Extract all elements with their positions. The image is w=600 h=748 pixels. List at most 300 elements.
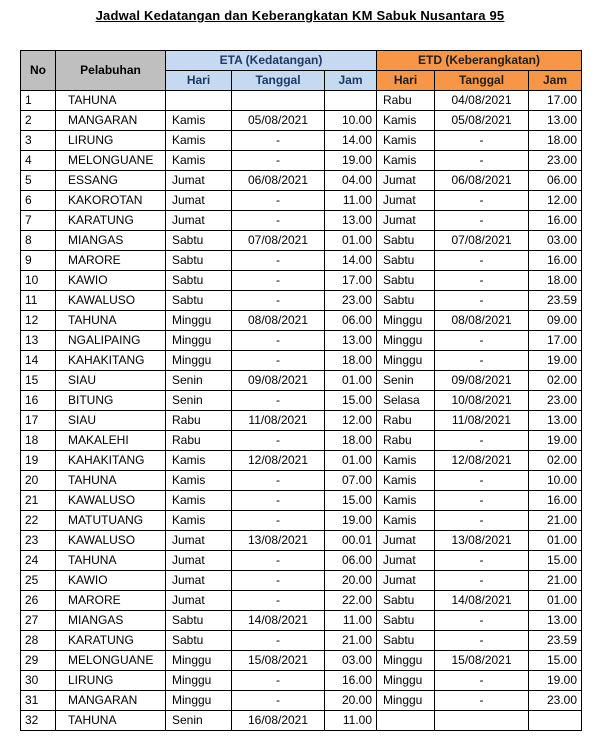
cell-etd-time: 13.00	[529, 111, 582, 131]
cell-etd-time: 15.00	[529, 651, 582, 671]
cell-eta-date: 16/08/2021	[232, 711, 325, 731]
cell-port: KARATUNG	[56, 211, 166, 231]
cell-etd-time: 10.00	[529, 471, 582, 491]
cell-eta-time: 20.00	[325, 691, 377, 711]
cell-etd-day	[377, 711, 435, 731]
cell-no: 19	[21, 451, 56, 471]
table-row	[21, 611, 582, 631]
table-row	[21, 411, 582, 431]
cell-no: 11	[21, 291, 56, 311]
table-row	[21, 531, 582, 551]
cell-eta-date: -	[232, 591, 325, 611]
cell-eta-day: Kamis	[166, 151, 232, 171]
header-eta: ETA (Kedatangan)	[166, 51, 377, 71]
table-row	[21, 251, 582, 271]
cell-eta-day: Sabtu	[166, 271, 232, 291]
cell-etd-time: 02.00	[529, 371, 582, 391]
cell-etd-time: 23.59	[529, 631, 582, 651]
cell-etd-time: 19.00	[529, 351, 582, 371]
cell-etd-day: Kamis	[377, 131, 435, 151]
cell-etd-date: -	[435, 291, 529, 311]
cell-etd-day: Kamis	[377, 151, 435, 171]
cell-eta-time: 11.00	[325, 611, 377, 631]
cell-eta-day: Senin	[166, 711, 232, 731]
cell-eta-date: -	[232, 571, 325, 591]
cell-etd-date: -	[435, 211, 529, 231]
cell-no: 26	[21, 591, 56, 611]
table-row	[21, 391, 582, 411]
cell-eta-time: 01.00	[325, 231, 377, 251]
cell-no: 4	[21, 151, 56, 171]
cell-eta-day: Kamis	[166, 491, 232, 511]
cell-etd-time: 09.00	[529, 311, 582, 331]
cell-eta-day: Minggu	[166, 311, 232, 331]
cell-etd-time: 06.00	[529, 171, 582, 191]
cell-no: 12	[21, 311, 56, 331]
cell-etd-time: 18.00	[529, 131, 582, 151]
cell-eta-date: 06/08/2021	[232, 171, 325, 191]
table-row	[21, 211, 582, 231]
cell-etd-time: 21.00	[529, 571, 582, 591]
cell-no: 7	[21, 211, 56, 231]
cell-etd-day: Minggu	[377, 331, 435, 351]
cell-no: 23	[21, 531, 56, 551]
cell-port: KAWALUSO	[56, 291, 166, 311]
cell-eta-date: -	[232, 151, 325, 171]
cell-etd-day: Jumat	[377, 571, 435, 591]
table-row	[21, 571, 582, 591]
cell-port: KAWIO	[56, 271, 166, 291]
cell-no: 20	[21, 471, 56, 491]
cell-eta-date: -	[232, 631, 325, 651]
cell-eta-time: 23.00	[325, 291, 377, 311]
cell-no: 8	[21, 231, 56, 251]
cell-etd-date: -	[435, 191, 529, 211]
page-title: Jadwal Kedatangan dan Keberangkatan KM Sabuk Nusantara 95	[95, 8, 505, 23]
cell-etd-day: Sabtu	[377, 271, 435, 291]
cell-eta-time: 16.00	[325, 671, 377, 691]
cell-no: 1	[21, 91, 56, 111]
cell-eta-time: 11.00	[325, 191, 377, 211]
cell-eta-time: 19.00	[325, 151, 377, 171]
cell-port: KAHAKITANG	[56, 351, 166, 371]
cell-etd-date: -	[435, 551, 529, 571]
cell-no: 29	[21, 651, 56, 671]
cell-etd-day: Sabtu	[377, 591, 435, 611]
cell-no: 15	[21, 371, 56, 391]
cell-eta-time: 15.00	[325, 391, 377, 411]
cell-etd-date: -	[435, 351, 529, 371]
table-row	[21, 151, 582, 171]
cell-eta-time: 03.00	[325, 651, 377, 671]
cell-eta-time: 06.00	[325, 311, 377, 331]
cell-eta-time: 01.00	[325, 451, 377, 471]
header-no: No	[21, 51, 56, 91]
cell-etd-day: Minggu	[377, 351, 435, 371]
cell-etd-date: 07/08/2021	[435, 231, 529, 251]
cell-etd-day: Minggu	[377, 311, 435, 331]
table-row	[21, 651, 582, 671]
cell-port: LIRUNG	[56, 671, 166, 691]
cell-eta-day: Jumat	[166, 551, 232, 571]
cell-etd-day: Minggu	[377, 671, 435, 691]
cell-etd-time	[529, 711, 582, 731]
table-row	[21, 711, 582, 731]
cell-etd-day: Kamis	[377, 491, 435, 511]
cell-etd-day: Jumat	[377, 531, 435, 551]
cell-etd-day: Sabtu	[377, 631, 435, 651]
cell-port: MELONGUANE	[56, 651, 166, 671]
cell-eta-day: Jumat	[166, 191, 232, 211]
cell-eta-time: 22.00	[325, 591, 377, 611]
cell-eta-time: 13.00	[325, 331, 377, 351]
cell-eta-date: -	[232, 191, 325, 211]
cell-eta-date: 08/08/2021	[232, 311, 325, 331]
cell-etd-time: 23.59	[529, 291, 582, 311]
cell-eta-time: 00.01	[325, 531, 377, 551]
cell-eta-date: -	[232, 431, 325, 451]
cell-etd-day: Rabu	[377, 431, 435, 451]
cell-etd-day: Rabu	[377, 411, 435, 431]
cell-etd-time: 12.00	[529, 191, 582, 211]
table-row	[21, 591, 582, 611]
cell-eta-date: 15/08/2021	[232, 651, 325, 671]
cell-eta-time: 10.00	[325, 111, 377, 131]
table-row	[21, 231, 582, 251]
cell-port: NGALIPAING	[56, 331, 166, 351]
table-row	[21, 351, 582, 371]
header-eta-day: Hari	[166, 71, 232, 91]
cell-port: TAHUNA	[56, 311, 166, 331]
header-etd-day: Hari	[377, 71, 435, 91]
cell-eta-day	[166, 91, 232, 111]
cell-etd-time: 01.00	[529, 531, 582, 551]
cell-no: 27	[21, 611, 56, 631]
header-eta-time: Jam	[325, 71, 377, 91]
cell-no: 24	[21, 551, 56, 571]
cell-no: 22	[21, 511, 56, 531]
table-row	[21, 471, 582, 491]
cell-no: 31	[21, 691, 56, 711]
table-row	[21, 691, 582, 711]
cell-eta-day: Senin	[166, 371, 232, 391]
cell-eta-date: 09/08/2021	[232, 371, 325, 391]
cell-eta-date: -	[232, 691, 325, 711]
cell-etd-time: 23.00	[529, 151, 582, 171]
cell-eta-date: -	[232, 331, 325, 351]
cell-no: 9	[21, 251, 56, 271]
cell-port: TAHUNA	[56, 551, 166, 571]
table-row	[21, 371, 582, 391]
cell-etd-date: -	[435, 671, 529, 691]
cell-eta-time: 04.00	[325, 171, 377, 191]
schedule-table	[20, 50, 582, 731]
table-row	[21, 511, 582, 531]
cell-port: MARORE	[56, 251, 166, 271]
header-etd-time: Jam	[529, 71, 582, 91]
cell-eta-date: 14/08/2021	[232, 611, 325, 631]
cell-etd-date: -	[435, 511, 529, 531]
cell-port: MATUTUANG	[56, 511, 166, 531]
cell-port: KARATUNG	[56, 631, 166, 651]
cell-eta-day: Kamis	[166, 111, 232, 131]
cell-eta-time: 17.00	[325, 271, 377, 291]
cell-etd-date: -	[435, 691, 529, 711]
cell-eta-day: Minggu	[166, 651, 232, 671]
cell-eta-date: -	[232, 491, 325, 511]
cell-eta-day: Jumat	[166, 531, 232, 551]
cell-etd-time: 13.00	[529, 411, 582, 431]
cell-eta-time: 11.00	[325, 711, 377, 731]
cell-eta-time: 01.00	[325, 371, 377, 391]
cell-etd-date: 10/08/2021	[435, 391, 529, 411]
cell-port: KAWALUSO	[56, 491, 166, 511]
cell-etd-time: 01.00	[529, 591, 582, 611]
cell-eta-day: Jumat	[166, 171, 232, 191]
cell-eta-day: Kamis	[166, 131, 232, 151]
cell-etd-time: 13.00	[529, 611, 582, 631]
cell-port: KAHAKITANG	[56, 451, 166, 471]
cell-etd-time: 16.00	[529, 491, 582, 511]
cell-etd-time: 02.00	[529, 451, 582, 471]
cell-eta-day: Kamis	[166, 471, 232, 491]
cell-etd-day: Sabtu	[377, 251, 435, 271]
cell-eta-day: Kamis	[166, 451, 232, 471]
cell-eta-time: 15.00	[325, 491, 377, 511]
cell-etd-date: -	[435, 131, 529, 151]
cell-etd-time: 17.00	[529, 331, 582, 351]
cell-port: TAHUNA	[56, 91, 166, 111]
cell-eta-day: Rabu	[166, 411, 232, 431]
cell-eta-date: -	[232, 291, 325, 311]
cell-eta-time: 12.00	[325, 411, 377, 431]
header-port: Pelabuhan	[56, 51, 166, 91]
cell-eta-date: -	[232, 351, 325, 371]
cell-eta-day: Sabtu	[166, 231, 232, 251]
cell-etd-day: Senin	[377, 371, 435, 391]
cell-no: 17	[21, 411, 56, 431]
cell-port: SIAU	[56, 371, 166, 391]
cell-port: KAWIO	[56, 571, 166, 591]
cell-etd-date: -	[435, 431, 529, 451]
cell-no: 2	[21, 111, 56, 131]
cell-etd-date: 04/08/2021	[435, 91, 529, 111]
cell-etd-day: Jumat	[377, 551, 435, 571]
cell-eta-day: Sabtu	[166, 631, 232, 651]
cell-etd-date: -	[435, 631, 529, 651]
cell-eta-day: Jumat	[166, 591, 232, 611]
cell-eta-time: 14.00	[325, 131, 377, 151]
cell-port: MANGARAN	[56, 111, 166, 131]
cell-eta-date	[232, 91, 325, 111]
cell-eta-date: -	[232, 131, 325, 151]
table-row	[21, 451, 582, 471]
cell-etd-date: -	[435, 611, 529, 631]
cell-eta-date: -	[232, 671, 325, 691]
header-eta-date: Tanggal	[232, 71, 325, 91]
cell-etd-date: 14/08/2021	[435, 591, 529, 611]
table-row	[21, 551, 582, 571]
cell-eta-day: Sabtu	[166, 291, 232, 311]
table-row	[21, 331, 582, 351]
cell-etd-day: Jumat	[377, 171, 435, 191]
cell-no: 14	[21, 351, 56, 371]
cell-etd-time: 23.00	[529, 391, 582, 411]
cell-no: 30	[21, 671, 56, 691]
cell-etd-date: 13/08/2021	[435, 531, 529, 551]
cell-etd-day: Sabtu	[377, 231, 435, 251]
cell-etd-time: 03.00	[529, 231, 582, 251]
cell-port: TAHUNA	[56, 711, 166, 731]
cell-eta-date: -	[232, 211, 325, 231]
cell-port: MARORE	[56, 591, 166, 611]
cell-port: TAHUNA	[56, 471, 166, 491]
cell-port: SIAU	[56, 411, 166, 431]
cell-no: 6	[21, 191, 56, 211]
cell-eta-date: 13/08/2021	[232, 531, 325, 551]
cell-etd-date: -	[435, 251, 529, 271]
cell-eta-time: 06.00	[325, 551, 377, 571]
cell-no: 25	[21, 571, 56, 591]
cell-port: MELONGUANE	[56, 151, 166, 171]
table-row	[21, 491, 582, 511]
cell-eta-day: Rabu	[166, 431, 232, 451]
cell-eta-day: Minggu	[166, 671, 232, 691]
table-row	[21, 291, 582, 311]
cell-eta-time: 18.00	[325, 351, 377, 371]
table-row	[21, 131, 582, 151]
cell-eta-date: -	[232, 511, 325, 531]
cell-eta-day: Minggu	[166, 331, 232, 351]
header-etd-date: Tanggal	[435, 71, 529, 91]
cell-etd-day: Kamis	[377, 451, 435, 471]
cell-etd-date: -	[435, 491, 529, 511]
cell-no: 10	[21, 271, 56, 291]
cell-no: 32	[21, 711, 56, 731]
cell-etd-date: -	[435, 151, 529, 171]
cell-port: KAKOROTAN	[56, 191, 166, 211]
cell-eta-date: -	[232, 391, 325, 411]
cell-etd-day: Kamis	[377, 471, 435, 491]
cell-etd-date: 05/08/2021	[435, 111, 529, 131]
cell-port: ESSANG	[56, 171, 166, 191]
cell-eta-time: 21.00	[325, 631, 377, 651]
cell-eta-date: 05/08/2021	[232, 111, 325, 131]
cell-etd-day: Selasa	[377, 391, 435, 411]
cell-port: KAWALUSO	[56, 531, 166, 551]
cell-etd-time: 16.00	[529, 211, 582, 231]
cell-no: 5	[21, 171, 56, 191]
cell-eta-time: 19.00	[325, 511, 377, 531]
table-row	[21, 431, 582, 451]
cell-eta-date: 07/08/2021	[232, 231, 325, 251]
cell-port: MIANGAS	[56, 231, 166, 251]
cell-etd-time: 16.00	[529, 251, 582, 271]
table-row	[21, 111, 582, 131]
cell-etd-day: Minggu	[377, 651, 435, 671]
cell-port: MIANGAS	[56, 611, 166, 631]
cell-eta-date: -	[232, 251, 325, 271]
cell-etd-time: 18.00	[529, 271, 582, 291]
cell-etd-day: Jumat	[377, 211, 435, 231]
cell-eta-date: -	[232, 271, 325, 291]
cell-eta-date: 12/08/2021	[232, 451, 325, 471]
cell-etd-date: 11/08/2021	[435, 411, 529, 431]
cell-etd-date: 09/08/2021	[435, 371, 529, 391]
cell-eta-day: Jumat	[166, 211, 232, 231]
cell-etd-day: Sabtu	[377, 611, 435, 631]
cell-etd-time: 15.00	[529, 551, 582, 571]
cell-etd-time: 23.00	[529, 691, 582, 711]
cell-etd-date: 08/08/2021	[435, 311, 529, 331]
cell-etd-date: -	[435, 571, 529, 591]
cell-port: LIRUNG	[56, 131, 166, 151]
cell-no: 16	[21, 391, 56, 411]
cell-eta-time: 18.00	[325, 431, 377, 451]
cell-eta-time: 13.00	[325, 211, 377, 231]
cell-no: 28	[21, 631, 56, 651]
cell-etd-time: 19.00	[529, 431, 582, 451]
cell-port: BITUNG	[56, 391, 166, 411]
cell-eta-time	[325, 91, 377, 111]
table-row	[21, 191, 582, 211]
table-row	[21, 171, 582, 191]
cell-no: 3	[21, 131, 56, 151]
cell-eta-time: 14.00	[325, 251, 377, 271]
cell-etd-time: 17.00	[529, 91, 582, 111]
cell-etd-day: Kamis	[377, 111, 435, 131]
table-row	[21, 311, 582, 331]
cell-eta-day: Minggu	[166, 691, 232, 711]
cell-eta-date: 11/08/2021	[232, 411, 325, 431]
cell-etd-date: 15/08/2021	[435, 651, 529, 671]
cell-port: MANGARAN	[56, 691, 166, 711]
table-row	[21, 271, 582, 291]
cell-etd-date: 12/08/2021	[435, 451, 529, 471]
cell-eta-day: Kamis	[166, 511, 232, 531]
table-row	[21, 91, 582, 111]
cell-etd-time: 19.00	[529, 671, 582, 691]
cell-etd-date	[435, 711, 529, 731]
cell-port: MAKALEHI	[56, 431, 166, 451]
cell-eta-day: Sabtu	[166, 611, 232, 631]
cell-eta-day: Jumat	[166, 571, 232, 591]
table-row	[21, 671, 582, 691]
cell-no: 18	[21, 431, 56, 451]
cell-eta-time: 20.00	[325, 571, 377, 591]
cell-etd-time: 21.00	[529, 511, 582, 531]
cell-etd-day: Rabu	[377, 91, 435, 111]
cell-eta-time: 07.00	[325, 471, 377, 491]
cell-eta-date: -	[232, 471, 325, 491]
cell-no: 21	[21, 491, 56, 511]
cell-eta-day: Sabtu	[166, 251, 232, 271]
cell-etd-day: Minggu	[377, 691, 435, 711]
cell-no: 13	[21, 331, 56, 351]
table-row	[21, 631, 582, 651]
cell-eta-day: Minggu	[166, 351, 232, 371]
cell-etd-date: 06/08/2021	[435, 171, 529, 191]
cell-eta-date: -	[232, 551, 325, 571]
cell-etd-date: -	[435, 331, 529, 351]
cell-etd-day: Jumat	[377, 191, 435, 211]
cell-etd-day: Kamis	[377, 511, 435, 531]
cell-eta-day: Senin	[166, 391, 232, 411]
cell-etd-date: -	[435, 271, 529, 291]
header-etd: ETD (Keberangkatan)	[377, 51, 582, 71]
cell-etd-date: -	[435, 471, 529, 491]
cell-etd-day: Sabtu	[377, 291, 435, 311]
